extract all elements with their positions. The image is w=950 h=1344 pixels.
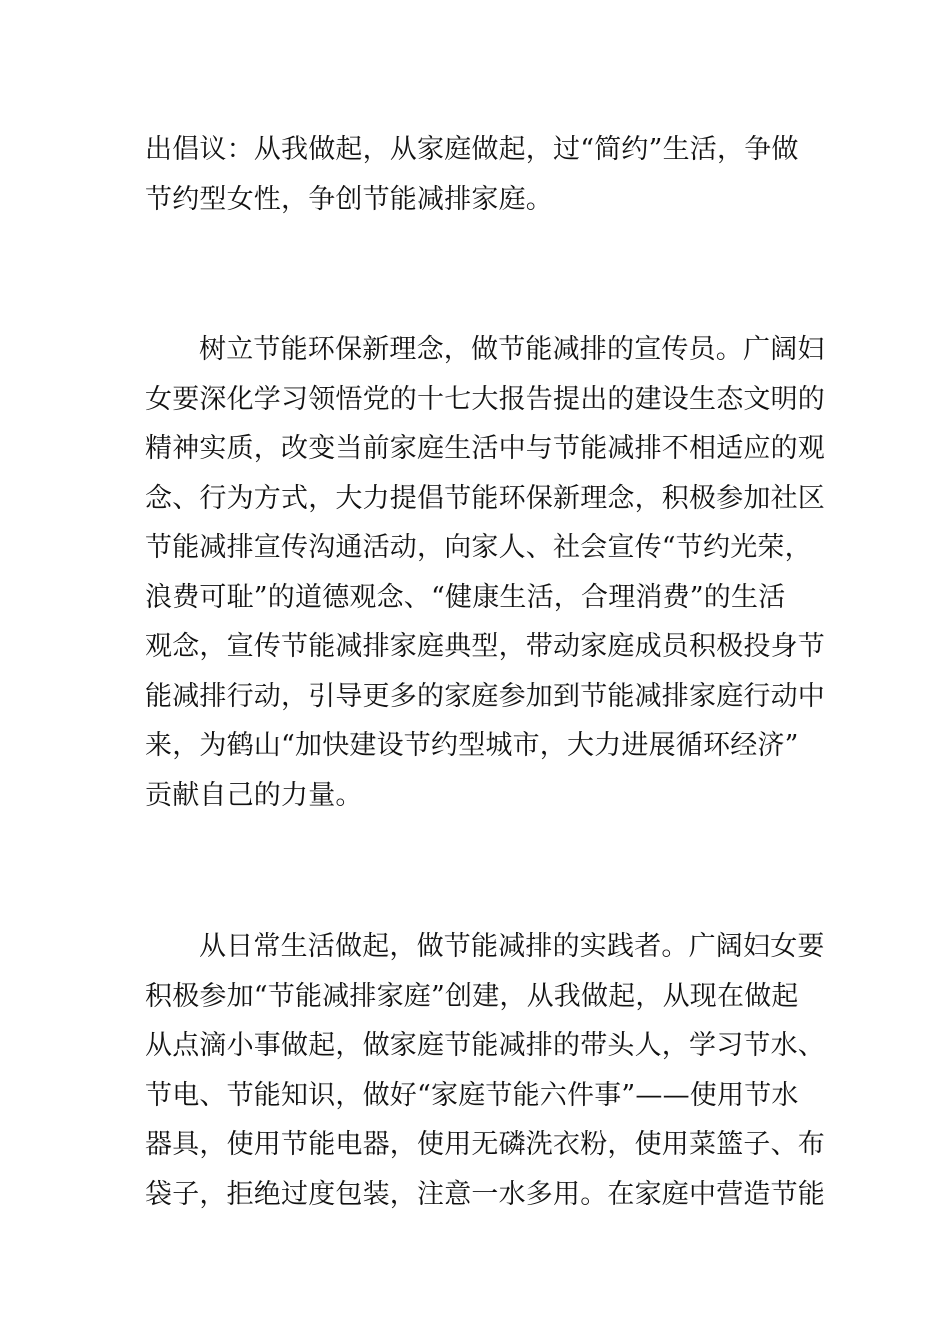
paragraph-3-line-6: 袋子，拒绝过度包装，注意一水多用。在家庭中营造节能 xyxy=(145,1178,825,1210)
paragraph-1-line-1: 出倡议：从我做起，从家庭做起，过“简约”生活，争做 xyxy=(145,134,799,165)
paragraph-2-line-10: 贡献自己的力量。 xyxy=(145,779,363,811)
paragraph-2-line-6: 浪费可耻”的道德观念、“健康生活，合理消费”的生活 xyxy=(145,581,786,613)
paragraph-2-line-3: 精神实质，改变当前家庭生活中与节能减排不相适应的观 xyxy=(145,433,825,464)
paragraph-2-line-2: 女要深化学习领悟党的十七大报告提出的建设生态文明的 xyxy=(145,383,825,415)
paragraph-2-line-8: 能减排行动，引导更多的家庭参加到节能减排家庭行动中 xyxy=(145,680,825,712)
paragraph-2-line-5: 节能减排宣传沟通活动，向家人、社会宣传“节约光荣， xyxy=(145,532,812,563)
paragraph-2-line-4: 念、行为方式，大力提倡节能环保新理念，积极参加社区 xyxy=(145,482,825,514)
paragraph-2-line-7: 观念，宣传节能减排家庭典型，带动家庭成员积极投身节 xyxy=(145,631,825,662)
paragraph-3-line-3: 从点滴小事做起，做家庭节能减排的带头人，学习节水、 xyxy=(145,1030,825,1061)
paragraph-2 xyxy=(145,325,825,820)
paragraph-2-line-1: 树立节能环保新理念，做节能减排的宣传员。广阔妇 xyxy=(199,334,825,365)
paragraph-3-line-1: 从日常生活做起，做节能减排的实践者。广阔妇女要 xyxy=(199,931,825,962)
paragraph-2-line-9: 来，为鹤山“加快建设节约型城市，大力进展循环经济” xyxy=(145,730,799,761)
paragraph-1-line-2: 节约型女性，争创节能减排家庭。 xyxy=(145,183,553,215)
paragraph-3-line-5: 器具，使用节能电器，使用无磷洗衣粉，使用菜篮子、布 xyxy=(145,1129,825,1160)
paragraph-1 xyxy=(145,125,825,224)
paragraph-3 xyxy=(145,922,825,1219)
paragraph-3-line-2: 积极参加“节能减排家庭”创建，从我做起，从现在做起 xyxy=(145,980,799,1012)
paragraph-3-line-4: 节电、节能知识，做好“家庭节能六件事”——使用节水 xyxy=(145,1079,799,1111)
